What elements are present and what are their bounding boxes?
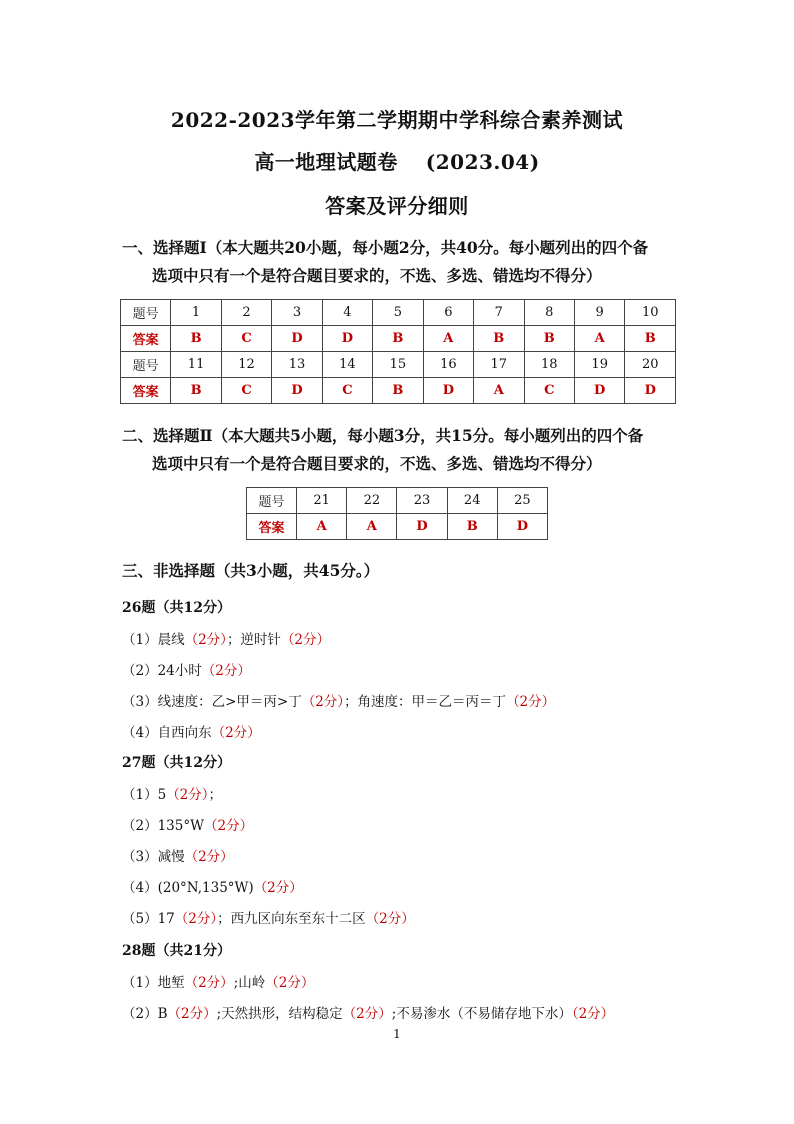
question-number-cell: 24 [447,488,497,514]
answer-line [122,721,261,741]
score-note: （2分） [280,632,331,648]
answer-cell: B [625,326,676,352]
answer-cell: D [322,326,372,352]
score-note: （2分） [167,1006,217,1022]
question-number-cell: 10 [625,300,676,326]
answer-cell: D [625,378,676,404]
table-row [121,352,676,378]
answer-cell: A [474,378,524,404]
q28-heading: 28题（共21分） [122,943,231,959]
question-number-cell: 12 [221,352,271,378]
question-number-cell: 5 [373,300,423,326]
question-number-cell: 13 [272,352,322,378]
answer-cell: A [423,326,473,352]
answer-line [122,690,555,710]
answer-label: 答案 [121,326,171,352]
q26-heading: 26题（共12分） [122,600,231,616]
question-number-cell: 7 [474,300,524,326]
question-number-cell: 9 [574,300,624,326]
answer-cell: D [397,514,447,540]
document-heading: 答案及评分细则 [325,194,469,218]
question-number-cell: 23 [397,488,447,514]
score-note: （2分） [184,849,234,865]
answer-text: （2）B [122,1006,168,1022]
answer-line [122,628,330,648]
score-note: （2分） [265,975,315,991]
answer-cell: B [171,326,221,352]
score-note: （2分） [571,1006,615,1022]
question-number-cell: 14 [322,352,372,378]
answer-line [122,1002,614,1022]
answer-line [122,845,234,865]
answer-cell: C [524,378,574,404]
score-note: （2分） [203,818,254,834]
answer-cell: C [322,378,372,404]
answer-cell: B [373,378,423,404]
section-3-heading: 三、非选择题（共3小题，共45分。） [122,561,380,580]
answer-cell: D [423,378,473,404]
answer-cell: D [497,514,547,540]
question-number-cell: 17 [474,352,524,378]
section-1-heading [122,237,692,287]
section-2-heading [122,425,692,475]
answer-cell: D [574,378,624,404]
answer-table-2 [246,487,548,540]
answer-text: ；逆时针 [226,632,281,648]
answer-text: （3）减慢 [122,849,185,865]
answer-text: ;不易渗水（不易储存地下水） [391,1006,572,1022]
question-number-cell: 25 [497,488,547,514]
answer-cell: A [574,326,624,352]
score-note: （2分） [506,694,556,710]
score-note: （2分） [201,663,251,679]
answer-text: （1）地堑 [122,975,185,991]
table-row [121,326,676,352]
question-number-cell: 18 [524,352,574,378]
answer-cell: A [347,514,397,540]
answer-cell: D [272,326,322,352]
answer-text: ；角速度：甲＝乙＝丙＝丁 [344,694,507,710]
score-note: （2分） [301,694,345,710]
question-number-label: 题号 [121,352,171,378]
document-subtitle: 高一地理试题卷 (2023.04) [254,150,540,174]
answer-cell: C [221,326,271,352]
answer-text: （4）(20°N,135°W) [122,880,254,896]
answer-cell: D [272,378,322,404]
answer-cell: B [171,378,221,404]
score-note: （2分） [166,787,209,803]
section-2-line-2: 选项中只有一个是符合题目要求的，不选、多选、错选均不得分） [152,454,602,473]
question-number-cell: 3 [272,300,322,326]
question-number-cell: 6 [423,300,473,326]
answer-cell: B [524,326,574,352]
answer-label: 答案 [121,378,171,404]
section-1-line-1: 一、选择题Ⅰ（本大题共20小题，每小题2分，共40分。每小题列出的四个备 [122,238,649,257]
answer-text: （4）自西向东 [122,725,212,741]
document-title: 2022-2023学年第二学期期中学科综合素养测试 [170,108,624,132]
table-row [121,300,676,326]
answer-line [122,814,253,834]
question-number-cell: 22 [347,488,397,514]
question-number-cell: 8 [524,300,574,326]
score-note: （2分） [184,975,234,991]
answer-text: ； [208,787,223,803]
page-number: 1 [393,1027,401,1041]
answer-label: 答案 [247,514,297,540]
score-note: （2分） [253,880,303,896]
answer-cell: C [221,378,271,404]
answer-cell: B [474,326,524,352]
table-row [247,514,548,540]
question-number-label: 题号 [121,300,171,326]
section-1-line-2: 选项中只有一个是符合题目要求的，不选、多选、错选均不得分） [152,266,602,285]
score-note: （2分） [342,1006,392,1022]
score-note: （2分） [365,911,415,927]
answer-line [122,971,314,991]
question-number-cell: 11 [171,352,221,378]
answer-text: （3）线速度：乙>甲＝丙>丁 [122,694,302,710]
question-number-cell: 4 [322,300,372,326]
question-number-cell: 21 [297,488,347,514]
score-note: （2分） [211,725,261,741]
answer-line [122,783,222,803]
question-number-cell: 1 [171,300,221,326]
table-row [121,378,676,404]
question-number-label: 题号 [247,488,297,514]
answer-cell: B [373,326,423,352]
question-number-cell: 20 [625,352,676,378]
question-number-cell: 2 [221,300,271,326]
table-row [247,488,548,514]
question-number-cell: 16 [423,352,473,378]
score-note: （2分） [184,632,227,648]
answer-text: （2）24小时 [122,663,202,679]
section-2-line-1: 二、选择题Ⅱ（本大题共5小题，每小题3分，共15分。每小题列出的四个备 [122,426,644,445]
answer-cell: A [297,514,347,540]
answer-line [122,659,251,679]
score-note: （2分） [174,911,218,927]
answer-text: ;天然拱形，结构稳定 [216,1006,343,1022]
answer-cell: B [447,514,497,540]
answer-line [122,876,303,896]
q27-heading: 27题（共12分） [122,755,231,771]
answer-table-1 [120,299,676,404]
answer-text: ；西九区向东至东十二区 [217,911,366,927]
question-number-cell: 19 [574,352,624,378]
answer-text: （1）晨线 [122,632,185,648]
answer-line [122,907,415,927]
answer-text: （1）5 [122,787,167,803]
answer-text: ;山岭 [233,975,266,991]
answer-text: （2）135°W [122,818,204,834]
answer-text: （5）17 [122,911,175,927]
question-number-cell: 15 [373,352,423,378]
